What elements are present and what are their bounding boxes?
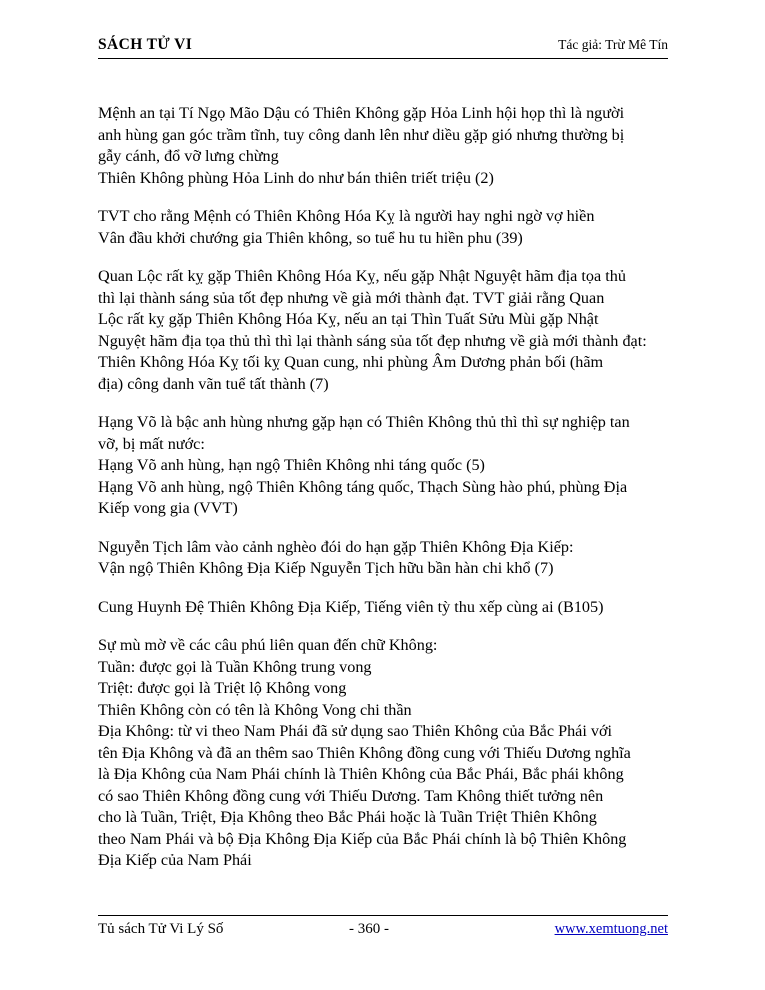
page-content xyxy=(98,36,668,872)
paragraph xyxy=(98,266,668,395)
text-line: theo Nam Phái và bộ Địa Không Địa Kiếp của Bắc Phái chính là bộ Thiên Không xyxy=(98,829,627,848)
book-title: SÁCH TỬ VI xyxy=(98,36,193,53)
paragraph xyxy=(98,537,668,580)
text-line: Vận ngộ Thiên Không Địa Kiếp Nguyễn Tịch hữu bần hàn chi khổ (7) xyxy=(98,559,554,577)
text-line: Sự mù mờ về các câu phú liên quan đến chữ Không: xyxy=(98,636,438,654)
text-line: Quan Lộc rất kỵ gặp Thiên Không Hóa Kỵ, nếu gặp Nhật Nguyệt hãm địa tọa thủ xyxy=(98,267,626,285)
text-line: Lộc rất kỵ gặp Thiên Không Hóa Kỵ, nếu an tại Thìn Tuất Sửu Mùi gặp Nhật xyxy=(98,310,599,328)
text-line: Thiên Không Hóa Kỵ tối kỵ Quan cung, nhi phùng Âm Dương phản bối (hãm xyxy=(98,353,604,371)
text-line: Triệt: được gọi là Triệt lộ Không vong xyxy=(98,679,347,697)
text-line: là Địa Không của Nam Phái chính là Thiên Không của Bắc Phái, Bắc phái không xyxy=(98,765,624,783)
text-line: TVT cho rằng Mệnh có Thiên Không Hóa Kỵ là người hay nghi ngờ vợ hiền xyxy=(98,207,595,225)
text-line: gẫy cánh, đổ vỡ lưng chừng xyxy=(98,147,279,165)
text-line: Nguyễn Tịch lâm vào cảnh nghèo đói do hạn gặp Thiên Không Địa Kiếp: xyxy=(98,537,574,556)
text-line: địa) công danh vãn tuể tất thành (7) xyxy=(98,374,329,393)
text-line: Thiên Không phùng Hỏa Linh do như bán thiên triết triệu (2) xyxy=(98,168,494,187)
page-header xyxy=(98,36,668,59)
text-line: anh hùng gan góc trầm tĩnh, tuy công danh lên như diều gặp gió nhưng thường bị xyxy=(98,125,625,144)
text-line: vỡ, bị mất nước: xyxy=(98,434,205,453)
paragraph xyxy=(98,412,668,520)
text-line: Vân đầu khởi chướng gia Thiên không, so tuể hu tu hiền phu (39) xyxy=(98,228,523,247)
text-line: Cung Huynh Đệ Thiên Không Địa Kiếp, Tiếng viên tỳ thu xếp cùng ai (B105) xyxy=(98,597,604,616)
paragraph xyxy=(98,597,668,619)
page-body xyxy=(98,103,668,872)
text-line: Kiếp vong gia (VVT) xyxy=(98,499,238,517)
text-line: Địa Không: từ vi theo Nam Phái đã sử dụng sao Thiên Không của Bắc Phái với xyxy=(98,722,613,740)
text-line: thì lại thành sáng sủa tốt đẹp nhưng về già mới thành đạt. TVT giải rằng Quan xyxy=(98,288,605,307)
page-number: - 360 - xyxy=(348,921,389,937)
text-line: Hạng Võ anh hùng, ngộ Thiên Không táng quốc, Thạch Sùng hào phú, phùng Địa xyxy=(98,477,628,496)
book-author: Tác giả: Trừ Mê Tín xyxy=(558,37,668,52)
text-line: Hạng Võ anh hùng, hạn ngộ Thiên Không nhi táng quốc (5) xyxy=(98,456,485,474)
text-line: tên Địa Không và đã an thêm sao Thiên Không đồng cung với Thiếu Dương nghĩa xyxy=(98,743,631,762)
paragraph xyxy=(98,103,668,189)
footer-website-link[interactable]: www.xemtuong.net xyxy=(554,921,668,937)
text-line: Tuần: được gọi là Tuần Không trung vong xyxy=(98,657,372,676)
text-line: Hạng Võ là bậc anh hùng nhưng gặp hạn có Thiên Không thủ thì thì sự nghiệp tan xyxy=(98,413,630,431)
text-line: có sao Thiên Không đồng cung với Thiếu Dương. Tam Không thiết tưởng nên xyxy=(98,786,604,805)
paragraph xyxy=(98,206,668,249)
text-line: Mệnh an tại Tí Ngọ Mão Dậu có Thiên Không gặp Hỏa Linh hội họp thì là người xyxy=(98,104,625,122)
paragraph xyxy=(98,635,668,872)
text-line: Thiên Không còn có tên là Không Vong chi thần xyxy=(98,700,412,719)
text-line: Nguyệt hãm địa tọa thủ thì thì lại thành sáng sủa tốt đẹp nhưng về già mới thành đạt: xyxy=(98,331,647,350)
text-line: cho là Tuần, Triệt, Địa Không theo Bắc Phái hoặc là Tuần Triệt Thiên Không xyxy=(98,808,597,826)
page-footer xyxy=(98,915,668,938)
text-line: Địa Kiếp của Nam Phái xyxy=(98,851,252,869)
footer-publisher: Tủ sách Tử Vi Lý Số xyxy=(98,921,224,937)
